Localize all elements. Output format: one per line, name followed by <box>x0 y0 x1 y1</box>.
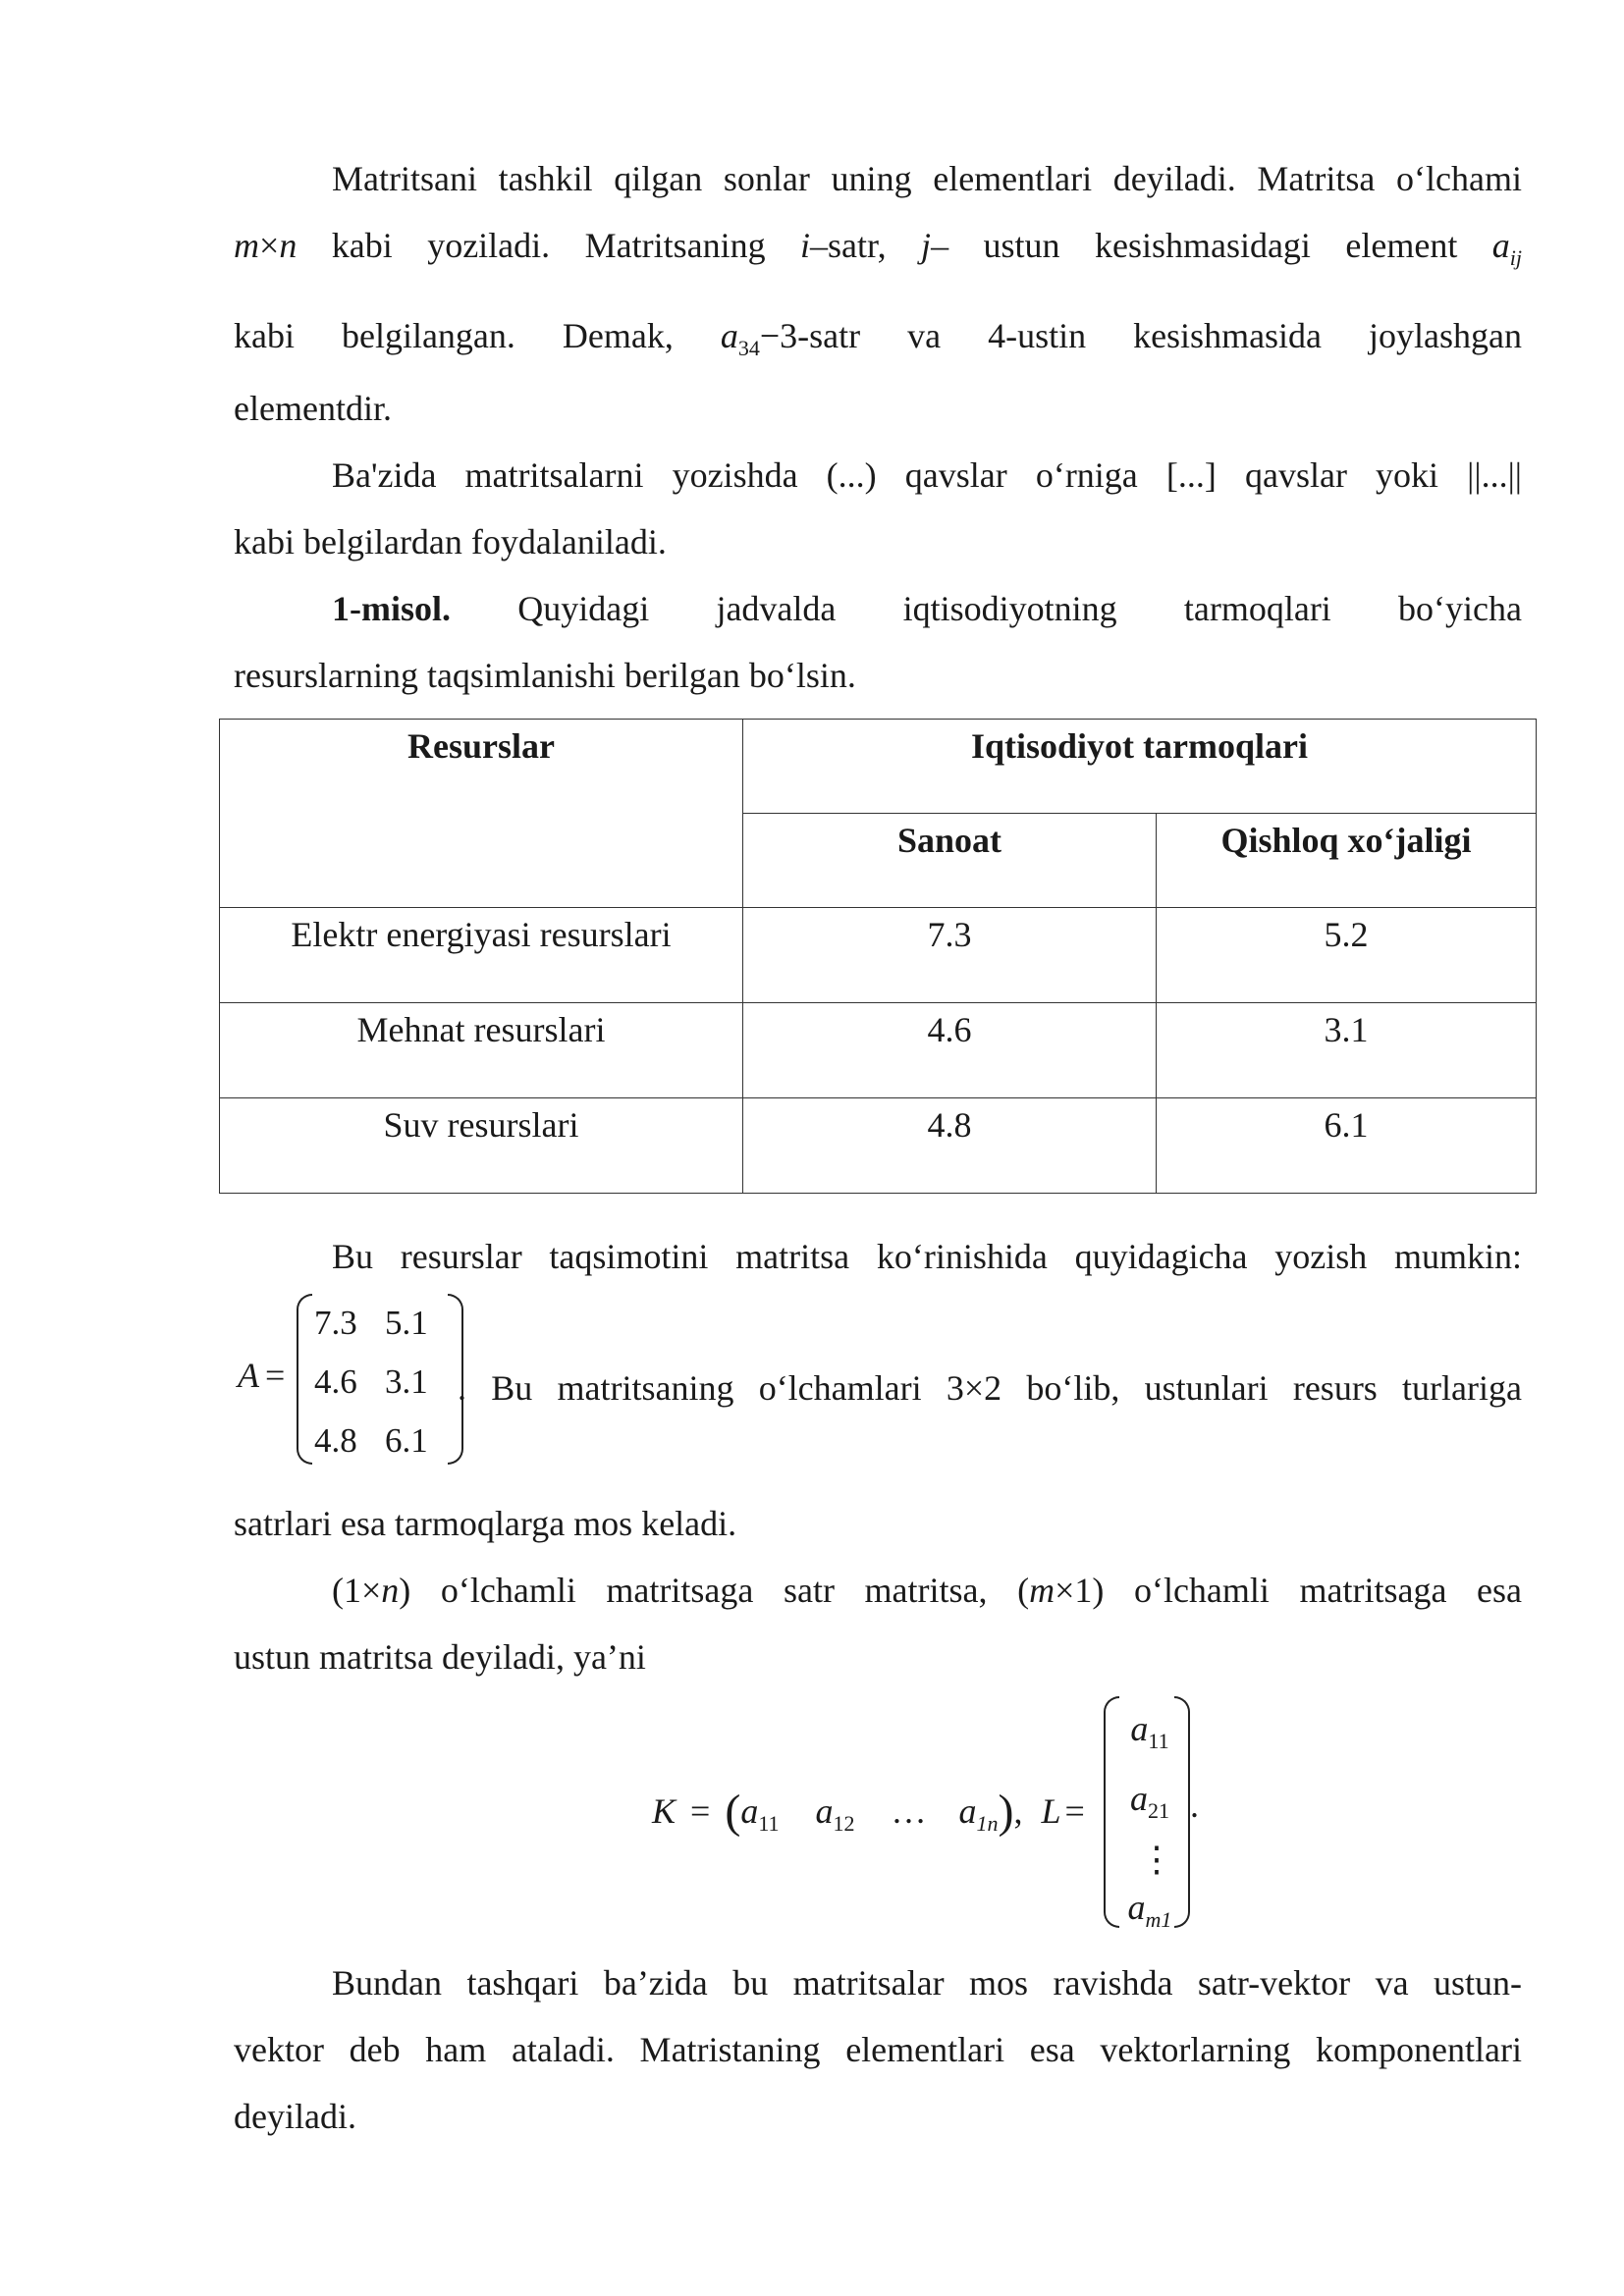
row-agri-value: 3.1 <box>1157 1003 1537 1098</box>
p6-line2: vektor deb ham ataladi. Matristaning elementlari esa vektorlarning komponentlari <box>234 2030 1522 2069</box>
p6-line3: deyiladi. <box>234 2097 356 2136</box>
right-paren <box>1174 1696 1190 1928</box>
table-row <box>220 1003 1537 1098</box>
header-resources: Resurslar <box>220 720 743 908</box>
header-agriculture: Qishloq xo‘jaligi <box>1157 814 1537 908</box>
matrix-a-label: A <box>238 1356 259 1395</box>
p1-line4: elementdir. <box>234 389 392 428</box>
p5-line1: (1×n) o‘lchamli matritsaga satr matritsa, (m×1) o‘lchamli matritsaga esa <box>332 1571 1523 1610</box>
p2-line1: Ba'zida matritsalarni yozishda (...) qavslar o‘rniga [...] qavslar yoki ||...|| <box>332 455 1522 495</box>
matrix-a-body: 7.3 5.1 4.6 3.1 4.8 6.1 <box>314 1304 428 1460</box>
p4-line1: Bu resurslar taqsimotini matritsa ko‘rinishida quyidagicha yozish mumkin: <box>332 1237 1522 1276</box>
formula-l-column: $a_{11}$ $a_{21}$ ⋮ $a_{m1}$ <box>1104 1696 1192 1924</box>
left-paren <box>1104 1696 1119 1928</box>
row-name: Elektr energiyasi resurslari <box>220 908 743 1003</box>
p4-line3: satrlari esa tarmoqlarga mos keladi. <box>234 1504 737 1543</box>
row-name: Mehnat resurslari <box>220 1003 743 1098</box>
p3-line1: 1-misol. Quyidagi jadvalda iqtisodiyotning tarmoqlari bo‘yicha <box>332 589 1522 628</box>
resources-table <box>219 719 1537 1194</box>
p1-line1: Matritsani tashkil qilgan sonlar uning elementlari deyiladi. Matritsa o‘lchami <box>332 159 1522 198</box>
p2-line2: kabi belgilardan foydalaniladi. <box>234 522 667 561</box>
matrix-a <box>236 1294 471 1461</box>
row-industry-value: 4.8 <box>743 1098 1157 1194</box>
p4-line2: . Bu matritsaning o‘lchamlari 3×2 bo‘lib, ustunlari resurs turlariga <box>458 1368 1522 1408</box>
table-row <box>220 908 1537 1003</box>
header-industry: Sanoat <box>743 814 1157 908</box>
row-industry-value: 4.6 <box>743 1003 1157 1098</box>
table-row <box>220 1098 1537 1194</box>
left-paren <box>297 1294 312 1465</box>
p3-line2: resurslarning taqsimlanishi berilgan bo‘lsin. <box>234 656 856 695</box>
p1-line3: kabi belgilangan. Demak, $a_{34}-3$-satr va 4-ustin kesishmasida joylashgan <box>234 316 1522 360</box>
formula-dot: . <box>1190 1786 1199 1825</box>
example-label: 1-misol. <box>332 589 451 628</box>
formula-k: $K = (a_{11}$ $a_{12}$ … $a_{1n}$), L = <box>652 1786 1085 1838</box>
row-industry-value: 7.3 <box>743 908 1157 1003</box>
p1-line2: m×n kabi yoziladi. Matritsaning i–satr, j– ustun kesishmasidagi element $a_{ij}$ <box>234 226 1523 270</box>
row-agri-value: 5.2 <box>1157 908 1537 1003</box>
p6-line1: Bundan tashqari ba’zida bu matritsalar mos ravishda satr-vektor va ustun- <box>332 1963 1522 2002</box>
p5-line2: ustun matritsa deyiladi, ya’ni <box>234 1637 646 1677</box>
row-agri-value: 6.1 <box>1157 1098 1537 1194</box>
matrix-a-equals: = <box>265 1356 286 1395</box>
header-sectors: Iqtisodiyot tarmoqlari <box>743 720 1537 814</box>
row-name: Suv resurslari <box>220 1098 743 1194</box>
